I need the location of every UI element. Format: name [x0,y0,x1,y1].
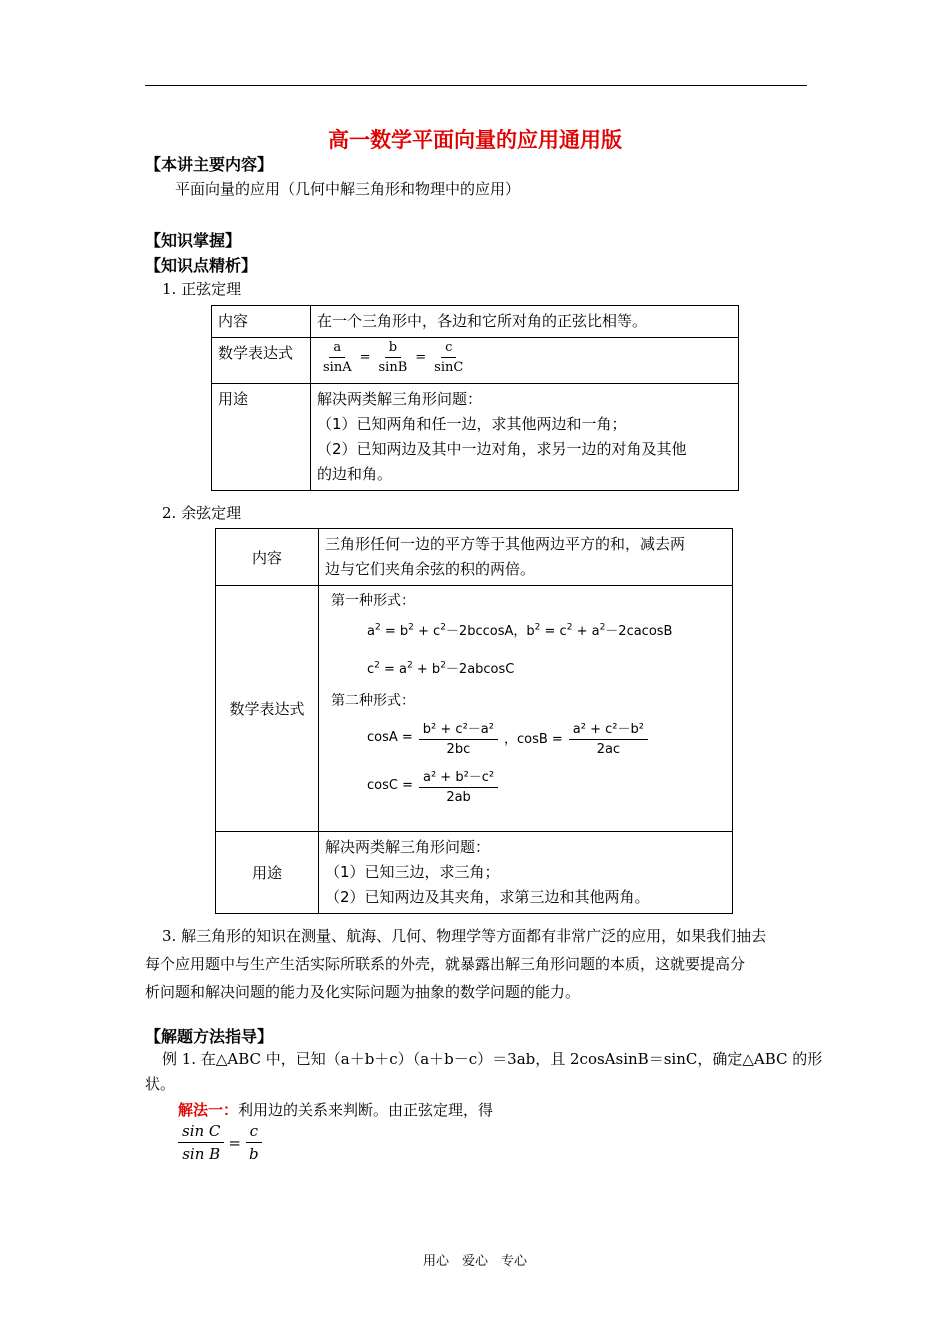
sine-use-text [311,384,738,490]
sup: 2 [599,622,606,633]
cosc-den: 2ab [446,790,471,805]
cosc-num: a² + b²－c² [419,766,498,788]
sine-use-label: 用途 [218,390,249,408]
form1-label: 第一种形式： [331,593,415,609]
sup: 2 [374,622,381,633]
formula-a-squared [367,620,672,639]
cos-law-label: 2. 余弦定理 [162,504,242,522]
cosc-label: cosC = [367,778,413,793]
frac-den-b: b [248,1145,259,1163]
point3-line: 3. 解三角形的知识在测量、航海、几何、物理学等方面都有非常广泛的应用，如果我们抽去 [162,927,767,945]
sine-law-table [211,305,739,491]
solution-fraction [178,1122,263,1163]
sine-use-line: 的边和角。 [317,465,393,483]
sup: 2 [374,660,380,671]
eq-num-c: c [441,340,456,358]
sym: = b [384,624,409,639]
cos-content-line: 边与它们夹角余弦的积的两倍。 [325,560,536,578]
sym: c [367,662,375,677]
cos-law-formulas [319,586,732,830]
cosa-num: b² + c²－a² [419,718,498,740]
cosb-den: 2ac [596,742,621,757]
sine-use-line: （2）已知两边及其中一边对角，求另一边的对角及其他 [317,440,687,458]
sym: －2cacosB [605,624,673,639]
cos-content-label: 内容 [251,548,282,567]
cos-use-line: 解决两类解三角形问题： [325,838,491,856]
eq-den-sinc: sinC [434,360,464,375]
section-knowledge-sub: 【知识点精析】 [145,256,258,275]
cos-use-text [319,832,732,913]
sine-content-text: 在一个三角形中，各边和它所对角的正弦比相等。 [317,312,648,330]
eq-num-b: b [385,340,401,358]
formula-c-squared [367,658,514,677]
point3-paragraph [145,922,810,1006]
sym: + b [416,662,441,677]
method-heading: 【解题方法指导】 [145,1027,274,1046]
sup: 2 [440,660,446,671]
section-main-heading: 【本讲主要内容】 [145,155,274,174]
frac-num-c: c [246,1122,262,1143]
sine-law-label: 1. 正弦定理 [162,280,242,298]
sym: = c [544,624,567,639]
eq-den-sina: sinA [323,360,352,375]
solution-text: 利用边的关系来判断。由正弦定理，得 [238,1101,494,1119]
sup: 2 [534,622,541,633]
eq-num-a: a [329,340,345,358]
solution-line [178,1099,493,1120]
point3-line: 析问题和解决问题的能力及化实际问题为抽象的数学问题的能力。 [145,983,581,1001]
example1-line2: 状。 [145,1075,176,1093]
sym: －2bccosA，b [445,624,535,639]
eq-sign: = [359,350,371,365]
sine-law-equation [311,338,738,377]
sup: 2 [407,660,413,671]
header-rule [145,85,807,86]
formula-cosA-cosB [367,718,648,757]
sym: = a [384,662,408,677]
section-main-text: 平面向量的应用（几何中解三角形和物理中的应用） [175,180,521,198]
cosb-num: a² + c²－b² [569,718,648,740]
form2-label: 第二种形式： [331,693,415,709]
cosb-label: ，cosB = [503,732,563,747]
sym: －2abcosC [445,662,515,677]
cos-use-line: （1）已知三边，求三角； [325,863,500,881]
sup: 2 [566,622,573,633]
sym: + c [418,624,441,639]
cos-expr-label: 数学表达式 [229,700,305,718]
eq-sign: = [415,350,427,365]
cos-use-label: 用途 [251,864,282,882]
cosa-label: cosA = [367,730,413,745]
section-knowledge-heading: 【知识掌握】 [145,231,242,250]
cosa-den: 2bc [446,742,471,757]
sup: 2 [408,622,414,633]
formula-cosC [367,766,498,805]
sine-use-line: 解决两类解三角形问题： [317,390,483,408]
sup: 2 [440,622,446,633]
sine-expr-label: 数学表达式 [218,344,294,362]
solution-label: 解法一： [178,1101,239,1119]
cos-content-line: 三角形任何一边的平方等于其他两边平方的和，减去两 [325,535,686,553]
cos-law-table [215,528,733,914]
sym: + a [576,624,600,639]
frac-den-sinb: sin B [182,1145,221,1163]
frac-eq-sign: = [228,1133,241,1152]
cos-content-text [319,529,732,585]
sine-content-label: 内容 [218,312,249,330]
sine-use-line: （1）已知两角和任一边，求其他两边和一角； [317,415,627,433]
cos-use-line: （2）已知两边及其夹角，求第三边和其他两角。 [325,888,650,906]
page-footer: 用心 爱心 专心 [422,1254,527,1269]
point3-line: 每个应用题中与生产生活实际所联系的外壳，就暴露出解三角形问题的本质，这就要提高分 [145,955,746,973]
frac-num-sinc: sin C [178,1122,224,1143]
sym: a [367,624,375,639]
example1-line1: 例 1. 在△ABC 中，已知（a＋b＋c）（a＋b－c）＝3ab，且 2cosAsinB＝sinC，确定△ABC 的形 [162,1050,823,1068]
page-title: 高一数学平面向量的应用通用版 [328,127,622,152]
eq-den-sinb: sinB [378,360,408,375]
